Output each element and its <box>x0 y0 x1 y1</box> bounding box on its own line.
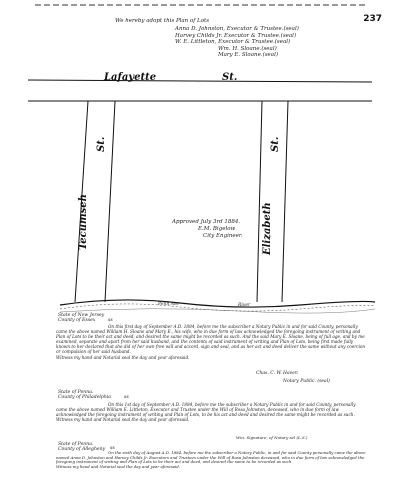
acknowledgment-body: On this 1st day of September A.D. 1884, before me the subscriber a Notary Public in and for said County, personally came the above named William E. Littleton, Executor and Trustee under the Will of Rosa Johnston, deceased, who in due form of law acknowledged the foregoing instrument of writing and Plan of Lots, to be his act and deed and desired the same might be recorded as such. <box>56 402 356 418</box>
acknowledgment-body: On this first day of September A.D. 1884, before me the subscriber a Notary Public in and for said County, personally came the above named William H. Sloane and Mary E., his wife, who in due form of law acknowledged the foregoing instrument of writing and Plan of Lots to be their act and deed, and desired the same might be recorded as such. And the said Mary E. Sloane, being of full age, and by me examined, separate and apart from her said husband, and the contents of said instrument of writing and Plan of Lots, being first made fully known to her declared that she did of her own free will and accord, sign and seal, and as her act and deed deliver the same without any coercion or compulsion of her said husband. <box>56 324 366 355</box>
river-hatch <box>60 309 375 313</box>
acknowledgment-body: On the sixth day of August A.D. 1884, before me the subscriber a Notary Public, in and for said County personally came the above named Anna D. Johnston and Harvey Childs Jr. Executors and Trustees under the Will of Rosa Johnston deceased, who in due form of law acknowledged the foregoing instrument of writing and Plan of Lots to be their act and deed, and desired the same to be recorded as such. <box>56 450 366 465</box>
witness-line: Witness my hand and Notarial seal the day and year aforesaid. <box>56 354 190 360</box>
street-label-elizabeth-suffix: St. <box>270 136 281 152</box>
acknowledgment-text <box>56 402 366 422</box>
approval-line: Approved July 3rd 1884. <box>172 219 241 225</box>
street-label-tecumseh-suffix: St. <box>96 136 107 152</box>
street-label-penn: Penn Ave <box>158 302 179 307</box>
signature-line: Wm. H. Sloane.(seal) <box>218 45 277 52</box>
ss-mark: ss <box>108 318 113 323</box>
notary-signature: Chas. C. W. Haven <box>256 371 298 376</box>
sheet-number: 237 <box>363 14 382 24</box>
signature-line: Anna D. Johnston, Executor & Trustee.(seal) <box>175 26 299 32</box>
notary-signature: Wm. Signature, of Notary sel (L.S.) <box>236 435 308 440</box>
witness-line: Witness my hand and Notarial seal the day and year aforesaid. <box>56 463 181 469</box>
acknowledgment-text <box>56 451 366 469</box>
notary-title: Notary Public. (seal) <box>283 379 330 384</box>
elizabeth-street-right-line <box>282 101 288 302</box>
ss-mark: ss <box>110 446 115 451</box>
ss-mark: ss <box>124 395 129 400</box>
venue-pennsylvania: State of Penna. County of Philadelphia <box>58 390 111 400</box>
venue-new-jersey: State of New Jersey County of Essex <box>58 313 105 323</box>
approval-engineer: E.M. Bigelow <box>198 226 236 232</box>
street-label-lafayette: Lafayette <box>104 72 157 83</box>
venue-allegheny: State of Penna. County of Allegheny <box>58 442 106 452</box>
adoption-heading: We hereby adopt this Plan of Lots <box>115 18 210 24</box>
acknowledgment-text <box>56 324 366 360</box>
street-label-lafayette-suffix: St. <box>222 72 238 83</box>
approval-title: City Engineer. <box>203 233 243 239</box>
street-label-elizabeth: Elizabeth <box>262 202 273 255</box>
signature-line: Harvey Childs Jr. Executor & Trustee.(seal) <box>175 32 297 39</box>
river-label: River <box>238 303 251 308</box>
signature-line: Mary E. Sloane.(seal) <box>218 52 278 59</box>
signature-line: W. E. Littleton, Executor & Trustee.(seal) <box>175 39 291 46</box>
street-label-tecumseh: Tecumseh <box>78 194 89 250</box>
lafayette-street-upper-line <box>28 80 372 82</box>
river-bank <box>60 300 375 307</box>
tecumseh-street-right-line <box>105 101 115 302</box>
witness-line: Witness my hand and Notarial seal the day and year aforesaid. <box>56 417 190 423</box>
